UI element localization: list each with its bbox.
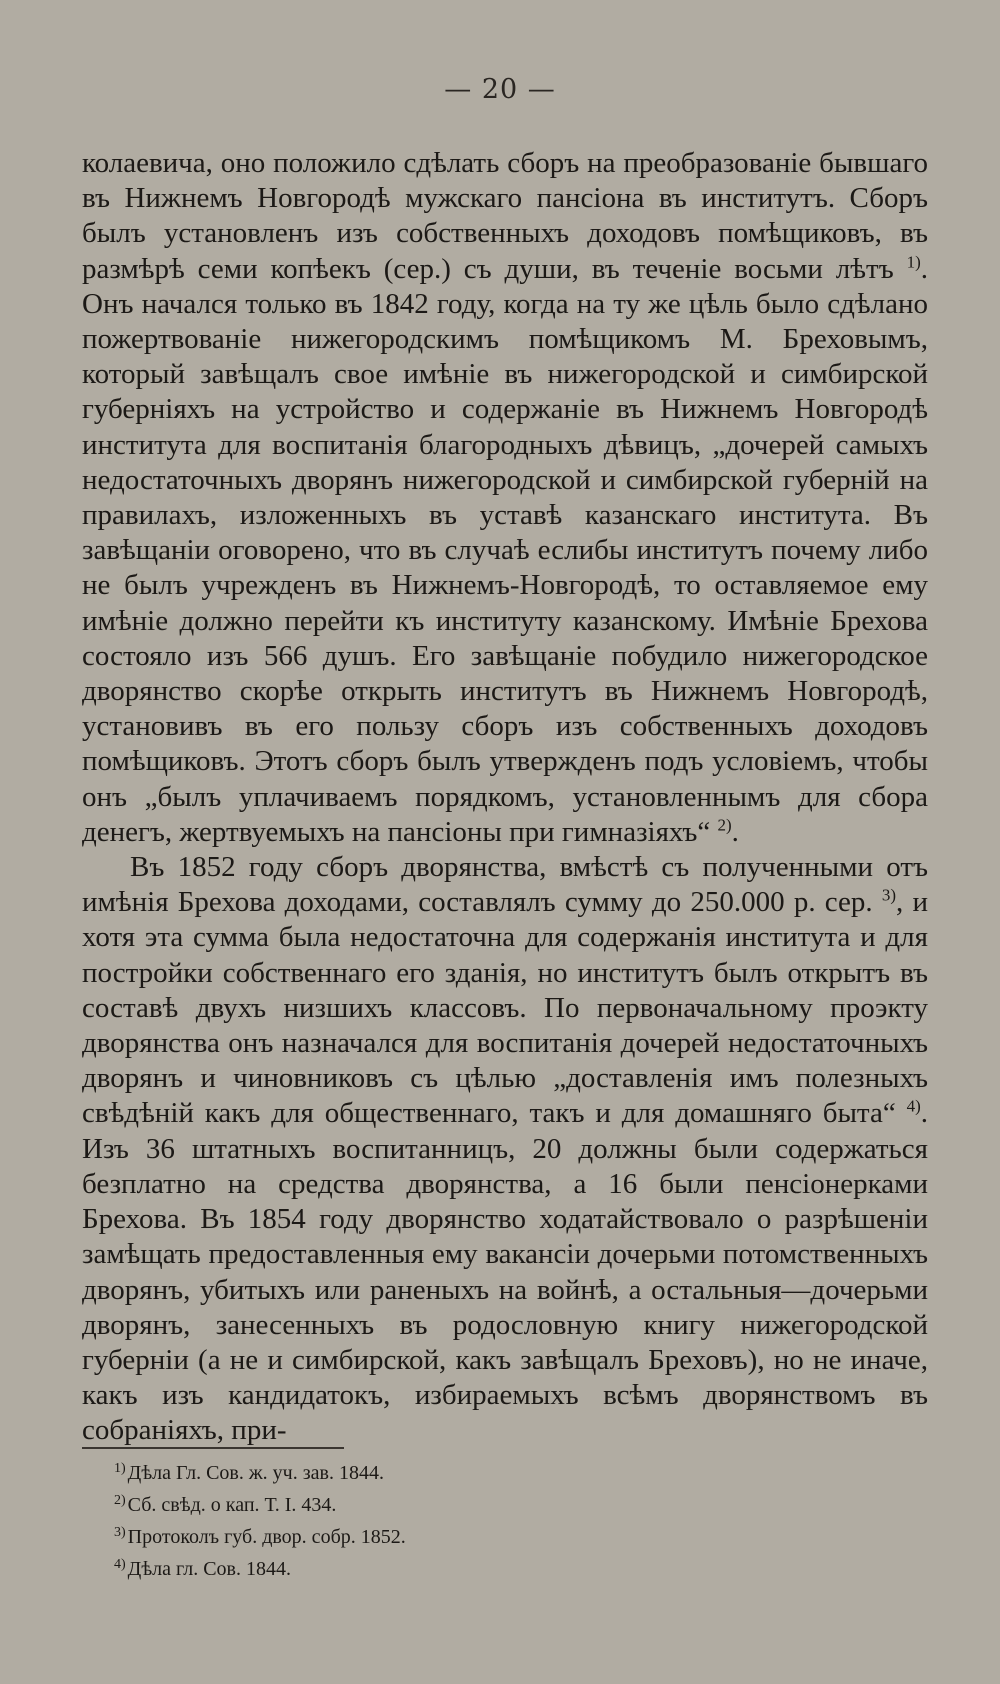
footnote-ref: 4) bbox=[906, 1096, 921, 1116]
footnote-text: Дѣла Гл. Сов. ж. уч. зав. 1844. bbox=[127, 1462, 384, 1484]
paragraph bbox=[82, 850, 928, 1448]
paragraph-text: колаевича, оно положило сдѣлать сборъ на преобразованіе бывшаго въ Нижнемъ Новгородѣ мужскаго пансіона въ институтъ. Сборъ былъ установленъ изъ собственныхъ доходовъ помѣщиковъ, въ размѣрѣ семи копѣекъ (сер.) съ души, въ теченіе восьми лѣтъ bbox=[82, 147, 928, 285]
footnote-ref: 2) bbox=[717, 815, 732, 835]
paragraph-text: . Изъ 36 штатныхъ воспитанницъ, 20 должны были содержаться безплатно на средства дворянства, а 16 были пенсіонерками Брехова. Въ 1854 году дворянство ходатайствовало о разрѣшеніи замѣщать предоставленныя ему вакансіи дочерьми потомственныхъ дворянъ, убитыхъ или раненыхъ на войнѣ, а остальныя—дочерьми дворянъ, занесенныхъ въ родословную книгу нижегородской губерніи (а не и симбирской, какъ завѣщалъ Бреховъ), но не иначе, какъ изъ кандидатокъ, избираемыхъ всѣмъ дворянствомъ въ собраніяхъ, при- bbox=[82, 1097, 928, 1447]
body-text bbox=[82, 146, 928, 1449]
footnote-ref: 1) bbox=[906, 251, 921, 271]
paragraph: колаевича, оно положило сдѣлать сборъ на преобразованіе бывшаго въ Нижнемъ Новгородѣ мужскаго пансіона въ институтъ. Сборъ былъ установленъ изъ собственныхъ доходовъ помѣщиковъ, въ размѣрѣ семи копѣекъ (сер.) съ души, въ теченіе восьми лѣтъ $^{1)}$. Онъ начался только въ 1842 году, когда на ту же цѣль было сдѣлано пожертвованіе нижегородскимъ помѣщикомъ М. Бреховымъ, который завѣщалъ свое имѣніе въ нижегородской и симбирской губерніяхъ на устройство и содержаніе въ Нижнемъ Новгородѣ института для воспитанія благородныхъ дѣвицъ, „дочерей самыхъ недостаточныхъ дворянъ нижегородской и симбирской губерній на правилахъ, изложенныхъ въ уставѣ казанскаго института. Въ завѣщаніи оговорено, что въ случаѣ еслибы институтъ почему либо не былъ учрежденъ въ Нижнемъ-Новгородѣ, то оставляемое ему имѣніе должно перейти къ институту казанскому. Имѣніе Брехова состояло изъ 566 душъ. Его завѣщаніе побудило нижегородское дворянство скорѣе открыть институтъ въ Нижнемъ Новгородѣ, установивъ въ его пользу сборъ изъ собственныхъ доходовъ помѣщиковъ. Этотъ сборъ былъ утвержденъ подъ условіемъ, чтобы онъ „былъ уплачиваемъ порядкомъ, установленнымъ для сбора денегъ, жертвуемыхъ на пансіоны при гимназіяхъ“ $^{2)}$. bbox=[82, 147, 929, 848]
footnote-text: Сб. свѣд. о кап. Т. I. 434. bbox=[127, 1494, 337, 1516]
footnote-mark: 4) bbox=[114, 1557, 126, 1572]
footnote-text: Дѣла гл. Сов. 1844. bbox=[127, 1558, 291, 1580]
footnote-item bbox=[114, 1519, 714, 1551]
paragraph-text: , и хотя эта сумма была недостаточна для содержанія института и для постройки собственнаго его зданія, но институтъ былъ открытъ въ составѣ двухъ низшихъ классовъ. По первоначальному проэкту дворянства онъ назначался для воспитанія дочерей недостаточныхъ дворянъ и чиновниковъ съ цѣлью „доставленія имъ полезныхъ свѣдѣній какъ для общественнаго, такъ и для домашняго быта“ bbox=[82, 886, 928, 1130]
footnote-mark: 1) bbox=[114, 1461, 126, 1476]
footnote-text: Протоколъ губ. двор. собр. 1852. bbox=[127, 1526, 406, 1548]
footnote-item bbox=[114, 1487, 714, 1519]
footnote-mark: 2) bbox=[114, 1493, 126, 1508]
footnote-item bbox=[114, 1551, 714, 1583]
footnote-mark: 3) bbox=[114, 1525, 126, 1540]
paragraph-text: Въ 1852 году сборъ дворянства, вмѣстѣ съ полученными отъ имѣнія Брехова доходами, составлялъ сумму до 250.000 р. сер. bbox=[82, 851, 928, 919]
paragraph-text: Онъ начался только въ 1842 году, когда на ту же цѣль было сдѣлано пожертвованіе нижегородскимъ помѣщикомъ М. Бреховымъ, который завѣщалъ свое имѣніе въ нижегородской и симбирской губерніяхъ на устройство и содержаніе въ Нижнемъ Новгородѣ института для воспитанія благородныхъ дѣвицъ, „дочерей самыхъ недостаточныхъ дворянъ нижегородской и симбирской губерній на правилахъ, изложенныхъ въ уставѣ казанскаго института. Въ завѣщаніи оговорено, что въ случаѣ еслибы институтъ почему либо не былъ учрежденъ въ Нижнемъ-Новгородѣ, то оставляемое ему имѣніе должно перейти къ институту казанскому. Имѣніе Брехова состояло изъ 566 душъ. Его завѣщаніе побудило нижегородское дворянство скорѣе открыть институтъ въ Нижнемъ Новгородѣ, установивъ въ его пользу сборъ изъ собственныхъ доходовъ помѣщиковъ. Этотъ сборъ былъ утвержденъ подъ условіемъ, чтобы онъ „былъ уплачиваемъ порядкомъ, установленнымъ для сбора денегъ, жертвуемыхъ на пансіоны при гимназіяхъ“ bbox=[82, 287, 928, 848]
footnote-ref: 3) bbox=[881, 885, 897, 905]
footnote-item bbox=[114, 1455, 714, 1487]
footnotes bbox=[114, 1455, 714, 1583]
page-number: — 20 — bbox=[444, 74, 556, 105]
footnote-divider bbox=[82, 1447, 344, 1450]
